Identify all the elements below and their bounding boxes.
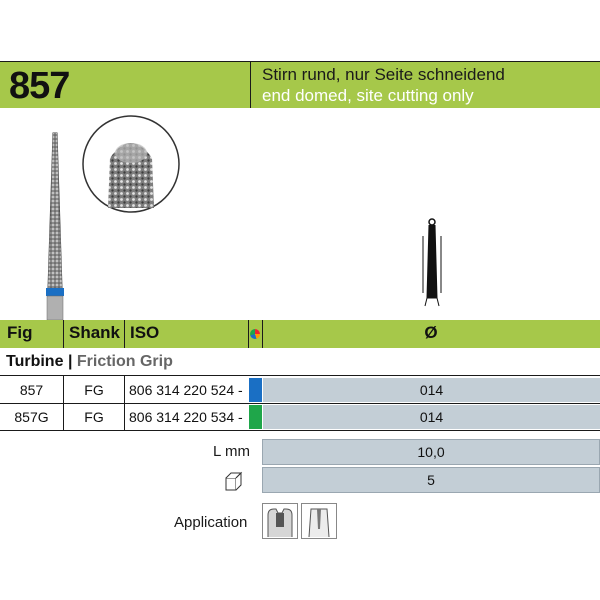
model-number: 857 [9, 65, 70, 107]
col-fig-header: Fig [7, 323, 33, 342]
row-shank: FG [84, 382, 104, 398]
row-diameter: 014 [419, 382, 444, 398]
col-iso-header: ISO [130, 323, 160, 342]
pack-value: 5 [427, 472, 435, 488]
row-iso: 806 314 220 524 - [129, 382, 243, 398]
row-iso: 806 314 220 534 - [129, 409, 243, 425]
bur-illustration [0, 108, 600, 320]
image-area [0, 108, 600, 320]
bur-image [46, 133, 64, 320]
color-code-blue [249, 378, 262, 402]
description-en: end domed, site cutting only [262, 86, 474, 105]
root-canal-application-icon [301, 503, 337, 539]
application-label: Application [174, 514, 248, 531]
row-shank: FG [84, 409, 104, 425]
row-fig: 857 [19, 382, 44, 398]
color-code-green [249, 405, 262, 429]
technical-drawing [423, 219, 441, 306]
length-label: L mm [213, 443, 250, 460]
magnified-tip-image [83, 116, 179, 212]
description-de: Stirn rund, nur Seite schneidend [262, 65, 505, 84]
col-shank-header: Shank [69, 323, 121, 342]
box-icon [222, 470, 248, 492]
row-diameter: 014 [419, 409, 444, 425]
col-diameter-header: Ø [424, 323, 438, 342]
section-title: Turbine | Friction Grip [6, 353, 173, 370]
row-fig: 857G [14, 409, 49, 425]
tooth-application-icon [262, 503, 298, 539]
color-wheel-icon [250, 329, 260, 339]
length-value: 10,0 [417, 444, 445, 460]
